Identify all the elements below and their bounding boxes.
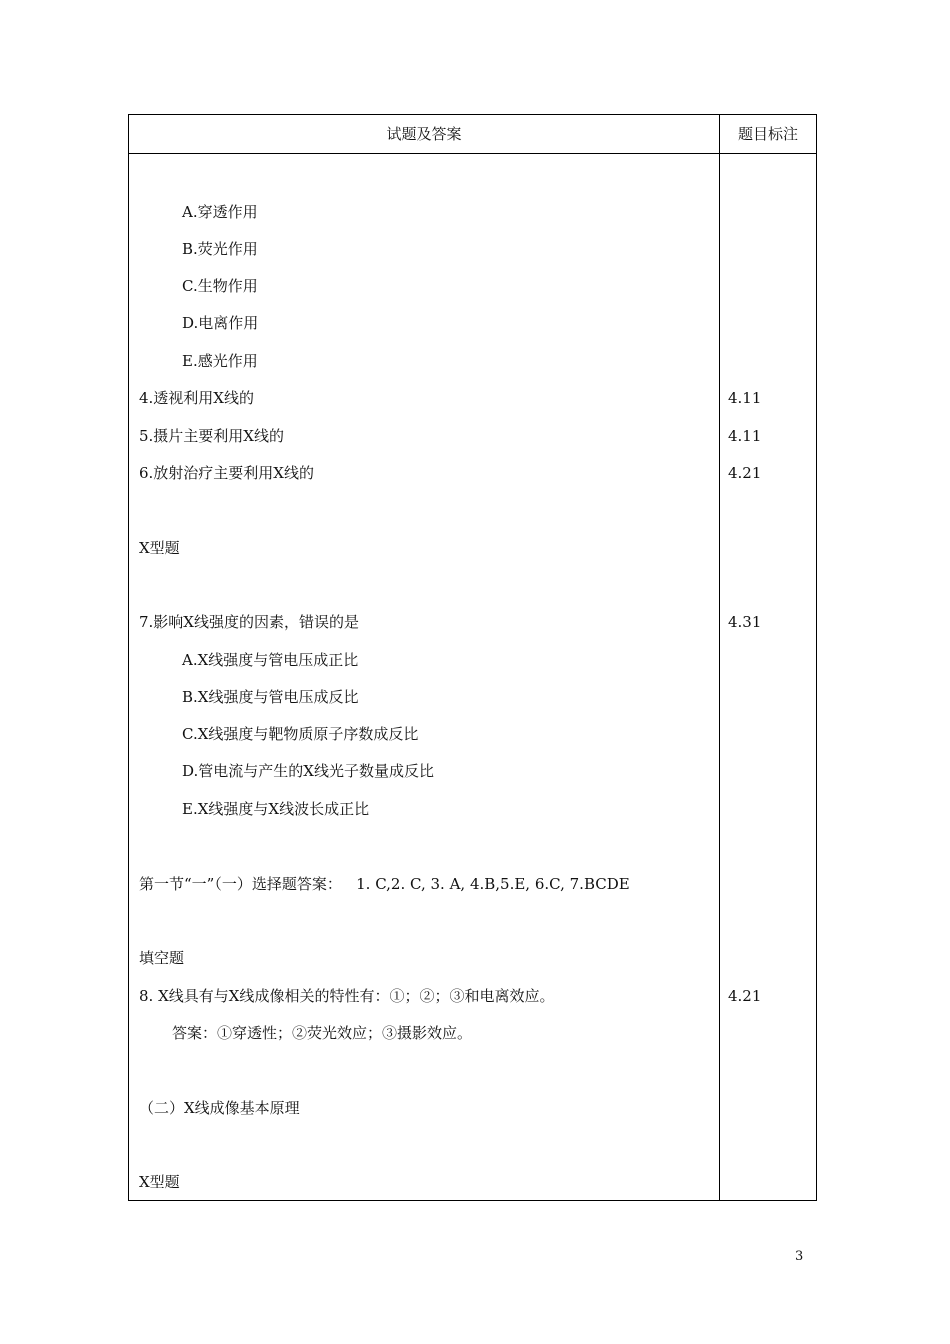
- question-table: [128, 114, 817, 1201]
- q7-option-c: C.X线强度与靶物质原子序数成反比: [182, 725, 419, 743]
- header-questions: 试题及答案: [386, 125, 462, 143]
- header-annotation: 题目标注: [737, 125, 798, 143]
- q7-option-a: A.X线强度与管电压成正比: [182, 651, 359, 669]
- question-8-mark: 4.21: [728, 987, 762, 1005]
- answers-line: 第一节“一”（一）选择题答案： 1. C,2. C, 3. A, 4.B,5.E, 6.C, 7.BCDE: [139, 875, 630, 893]
- column-divider: [719, 115, 720, 1200]
- question-6-mark: 4.21: [728, 464, 762, 482]
- question-7-mark: 4.31: [728, 613, 762, 631]
- q3-option-d: D.电离作用: [182, 314, 259, 332]
- section-x-type-1: X型题: [139, 539, 180, 557]
- fill-in-title: 填空题: [139, 949, 185, 967]
- question-8-answer: 答案：①穿透性；②荧光效应；③摄影效应。: [172, 1024, 473, 1042]
- question-8: 8. X线具有与X线成像相关的特性有：①；②；③和电离效应。: [139, 987, 555, 1005]
- q7-option-d: D.管电流与产生的X线光子数量成反比: [182, 762, 434, 780]
- q7-option-b: B.X线强度与管电压成反比: [182, 688, 359, 706]
- question-5-mark: 4.11: [728, 427, 762, 445]
- question-7: 7.影响X线强度的因素，错误的是: [139, 613, 359, 631]
- question-4: 4.透视利用X线的: [139, 389, 254, 407]
- question-4-mark: 4.11: [728, 389, 762, 407]
- q3-option-c: C.生物作用: [182, 277, 258, 295]
- subsection-title: （二）X线成像基本原理: [139, 1099, 300, 1117]
- question-6: 6.放射治疗主要利用X线的: [139, 464, 314, 482]
- question-5: 5.摄片主要利用X线的: [139, 427, 284, 445]
- section-x-type-2: X型题: [139, 1173, 180, 1191]
- q3-option-e: E.感光作用: [182, 352, 258, 370]
- q3-option-b: B.荧光作用: [182, 240, 258, 258]
- q3-option-a: A.穿透作用: [182, 203, 258, 221]
- page-number: 3: [795, 1249, 804, 1264]
- header-divider: [129, 153, 816, 154]
- q7-option-e: E.X线强度与X线波长成正比: [182, 800, 370, 818]
